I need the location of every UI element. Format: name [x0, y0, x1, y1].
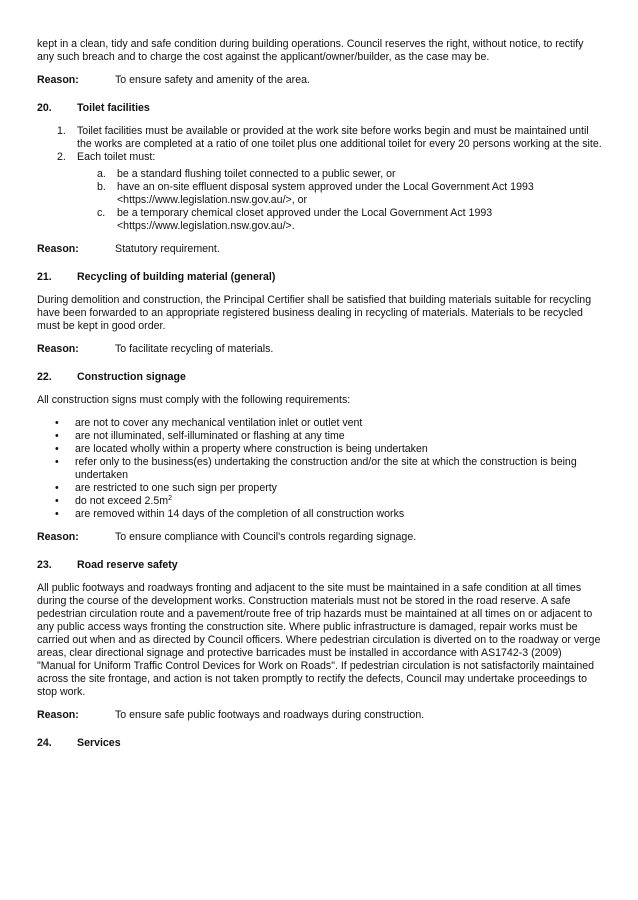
sublist-marker: b.: [97, 181, 106, 193]
bullet-marker: •: [55, 430, 59, 442]
reason-text: Statutory requirement.: [115, 243, 220, 255]
toilet-type-sublist: [77, 168, 602, 233]
reason-text: To ensure safety and amenity of the area.: [115, 74, 310, 86]
section-23-heading: [37, 559, 602, 572]
section-title: Recycling of building material (general): [77, 271, 276, 283]
section-21-heading: [37, 271, 602, 284]
section-number: 22.: [37, 371, 52, 383]
sublist-item: [97, 181, 602, 207]
list-marker: 2.: [57, 151, 66, 163]
list-item-text: Toilet facilities must be available or provided at the work site before works begin and must be maintained until the works are completed at a ratio of one toilet plus one additional toilet for every 20 persons working at the site.: [77, 125, 602, 150]
reason-22: [37, 531, 602, 544]
bullet-text: are removed within 14 days of the completion of all construction works: [75, 508, 405, 520]
reason-label: Reason:: [37, 243, 79, 255]
bullet-marker: •: [55, 417, 59, 429]
reason-label: Reason:: [37, 74, 79, 86]
section-number: 20.: [37, 102, 52, 114]
list-item: [57, 151, 602, 233]
bullet-item: [55, 430, 602, 443]
toilet-requirements-list: [37, 125, 602, 233]
bullet-marker: •: [55, 456, 59, 468]
sublist-item: [97, 168, 602, 181]
reason-20: [37, 243, 602, 256]
section-22-heading: [37, 371, 602, 384]
list-item-text: Each toilet must:: [77, 151, 156, 163]
bullet-text-area: [75, 495, 602, 508]
signage-requirements-list: [37, 417, 602, 521]
section-24-heading: [37, 737, 602, 750]
reason-label: Reason:: [37, 531, 79, 543]
sublist-marker: a.: [97, 168, 106, 180]
bullet-item: [55, 495, 602, 508]
bullet-text: are restricted to one such sign per property: [75, 482, 277, 494]
intro-paragraph: kept in a clean, tidy and safe condition during building operations. Council reserves the right, without notice, to rectify any such breach and to charge the cost against the applicant/owner/builder, as the case may be.: [37, 38, 584, 63]
bullet-marker: •: [55, 508, 59, 520]
bullet-text: refer only to the business(es) undertaking the construction and/or the site at which the construction is being undertaken: [75, 456, 577, 481]
list-item: [57, 125, 602, 151]
sublist-marker: c.: [97, 207, 106, 219]
section-title: Road reserve safety: [77, 559, 178, 571]
reason-text: To ensure safe public footways and roadways during construction.: [115, 709, 425, 721]
bullet-text: are not illuminated, self-illuminated or flashing at any time: [75, 430, 345, 442]
section-number: 24.: [37, 737, 52, 749]
sublist-text: have an on-site effluent disposal system approved under the Local Government Act 1993 <https://www.legislation.nsw.gov.au/>, or: [117, 181, 534, 206]
sublist-text: be a standard flushing toilet connected to a public sewer, or: [117, 168, 396, 180]
bullet-text: are not to cover any mechanical ventilation inlet or outlet vent: [75, 417, 363, 429]
list-marker: 1.: [57, 125, 66, 137]
reason-19: [37, 74, 602, 87]
bullet-marker: •: [55, 495, 59, 507]
bullet-marker: •: [55, 482, 59, 494]
bullet-item: [55, 456, 602, 482]
bullet-item: [55, 417, 602, 430]
reason-21: [37, 343, 602, 356]
list-item-body: [77, 151, 602, 233]
reason-text: To facilitate recycling of materials.: [115, 343, 274, 355]
section-21-body: During demolition and construction, the Principal Certifier shall be satisfied that building materials suitable for recycling have been forwarded to an appropriate registered business dealing in recycling of materials. Materials to be recycled must be kept in good order.: [37, 294, 592, 332]
reason-23: [37, 709, 602, 722]
reason-text: To ensure compliance with Council's controls regarding signage.: [115, 531, 417, 543]
section-number: 21.: [37, 271, 52, 283]
section-title: Toilet facilities: [77, 102, 150, 114]
section-title: Construction signage: [77, 371, 186, 383]
bullet-text: are located wholly within a property where construction is being undertaken: [75, 443, 428, 455]
bullet-item: [55, 482, 602, 495]
reason-label: Reason:: [37, 709, 79, 721]
bullet-item: [55, 443, 602, 456]
bullet-marker: •: [55, 443, 59, 455]
bullet-item: [55, 508, 602, 521]
section-20-heading: [37, 102, 602, 115]
section-23-body: All public footways and roadways fronting and adjacent to the site must be maintained in a safe condition at all times during the course of the development works. Construction materials must not be stored in the road reserve. A safe pedestrian circulation route and a pavement/route free of trip hazards must be maintained at all times on or adjacent to any public access ways fronting the construction site. Where public infrastructure is damaged, repair works must be carried out when and as directed by Council officers. Where pedestrian circulation is diverted on to the roadway or verge areas, clear directional signage and protective barricades must be installed in accordance with AS1742-3 (2009) "Manual for Uniform Traffic Control Devices for Work on Roads". If pedestrian circulation is not satisfactorily maintained across the site frontage, and action is not taken promptly to rectify the defects, Council may undertake proceedings to stop work.: [37, 582, 601, 698]
section-number: 23.: [37, 559, 52, 571]
sublist-item: [97, 207, 602, 233]
superscript: 2: [168, 495, 172, 502]
section-22-intro: All construction signs must comply with the following requirements:: [37, 394, 351, 406]
section-title: Services: [77, 737, 121, 749]
area-limit-text: do not exceed 2.5m: [75, 495, 169, 507]
sublist-text: be a temporary chemical closet approved under the Local Government Act 1993 <https://www.legislation.nsw.gov.au/>.: [117, 207, 493, 232]
reason-label: Reason:: [37, 343, 79, 355]
